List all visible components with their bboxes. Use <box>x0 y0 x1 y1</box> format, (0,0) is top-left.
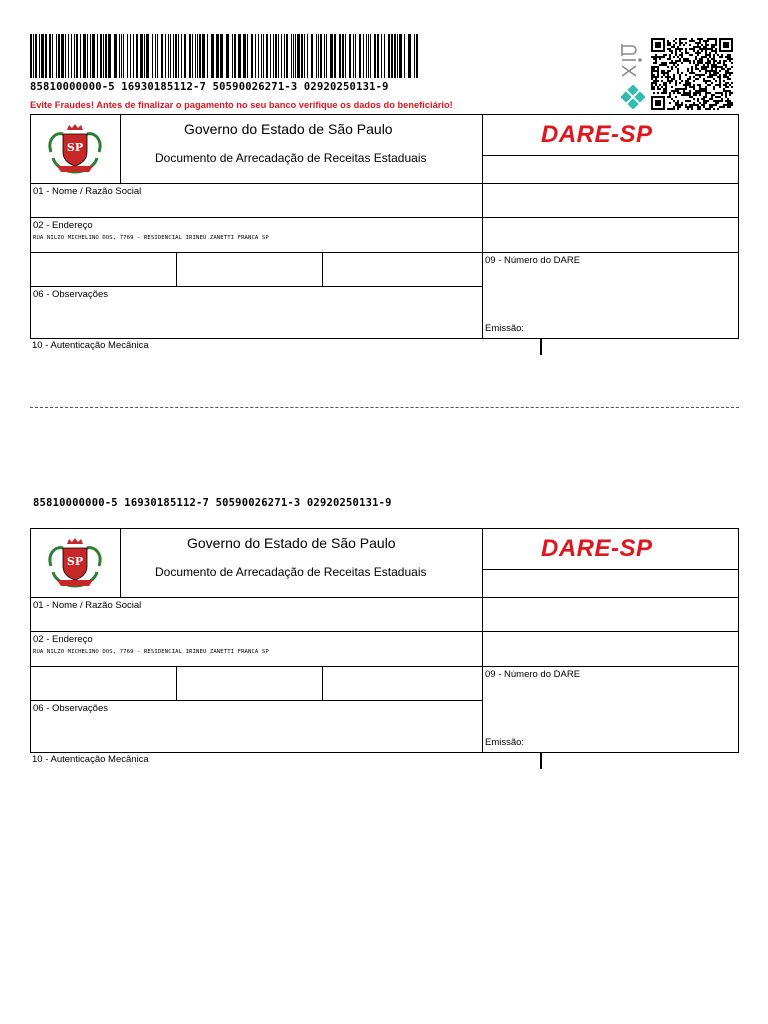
dare-number-label: 09 - Número do DARE <box>485 669 581 680</box>
dare-sp-title: DARE-SP <box>541 535 653 562</box>
government-title: Governo do Estado de São Paulo <box>184 121 393 137</box>
emblem-cell <box>30 528 121 598</box>
address-field-cell <box>30 217 483 253</box>
sp-coat-of-arms-icon <box>45 122 105 178</box>
svg-text:SP: SP <box>66 141 84 154</box>
pix-diamond-icon <box>621 85 645 109</box>
field-c-cell <box>322 252 483 287</box>
barcode <box>30 34 422 78</box>
field-03-cell <box>482 569 739 598</box>
sp-coat-of-arms-icon <box>45 536 105 592</box>
pix-qr-code <box>651 38 733 110</box>
field-c-cell <box>322 666 483 701</box>
observations-label: 06 - Observações <box>33 703 108 714</box>
address-label: 02 - Endereço <box>33 634 93 645</box>
dare-number-label: 09 - Número do DARE <box>485 255 581 266</box>
dare-title-cell <box>482 114 739 156</box>
document-title: Documento de Arrecadação de Receitas Estaduais <box>155 151 427 165</box>
field-03-cell <box>482 155 739 184</box>
field-05-cell <box>482 631 739 667</box>
emissao-label: Emissão: <box>485 323 525 334</box>
field-05-cell <box>482 217 739 253</box>
dare-form-copy-2 <box>30 528 739 765</box>
address-value: RUA NILZO MICHELINO DOS, 7769 - RESIDENCIAL IRINEU ZANETTI FRANCA SP <box>33 235 269 241</box>
government-title: Governo do Estado de São Paulo <box>187 535 396 551</box>
dare-form-copy-1 <box>30 114 739 351</box>
barcode-bar <box>418 34 420 78</box>
name-label: 01 - Nome / Razão Social <box>33 186 142 197</box>
auth-divider <box>540 752 542 769</box>
dare-sp-title: DARE-SP <box>541 121 653 148</box>
svg-text:SP: SP <box>66 555 84 568</box>
name-field-cell <box>30 183 483 218</box>
observations-field-cell <box>30 700 483 753</box>
name-label: 01 - Nome / Razão Social <box>33 600 142 611</box>
field-04-cell <box>482 597 739 632</box>
auth-divider <box>540 338 542 355</box>
dare-title-cell <box>482 528 739 570</box>
name-field-cell <box>30 597 483 632</box>
document-title: Documento de Arrecadação de Receitas Estaduais <box>155 565 427 579</box>
government-header-cell <box>120 528 483 598</box>
field-04-cell <box>482 183 739 218</box>
dare-number-cell <box>482 252 739 339</box>
address-value: RUA NILZO MICHELINO DOS, 7769 - RESIDENCIAL IRINEU ZANETTI FRANCA SP <box>33 649 269 655</box>
emblem-cell <box>30 114 121 184</box>
dare-number-cell <box>482 666 739 753</box>
barcode-digitable-line: 85810000000-5 16930185112-7 50590026271-3 02920250131-9 <box>30 81 389 93</box>
mechanical-auth-label: 10 - Autenticação Mecânica <box>32 754 149 765</box>
field-a-cell <box>30 666 177 701</box>
field-a-cell <box>30 252 177 287</box>
emissao-label: Emissão: <box>485 737 525 748</box>
pix-logo-icon <box>618 40 644 84</box>
address-field-cell <box>30 631 483 667</box>
field-b-cell <box>176 666 323 701</box>
field-b-cell <box>176 252 323 287</box>
fraud-warning: Evite Fraudes! Antes de finalizar o pagamento no seu banco verifique os dados do beneficiário! <box>30 100 453 110</box>
observations-field-cell <box>30 286 483 339</box>
mechanical-auth-label: 10 - Autenticação Mecânica <box>32 340 149 351</box>
barcode-digitable-line-copy: 85810000000-5 16930185112-7 50590026271-3 02920250131-9 <box>33 497 392 509</box>
address-label: 02 - Endereço <box>33 220 93 231</box>
cut-line <box>30 407 739 408</box>
observations-label: 06 - Observações <box>33 289 108 300</box>
government-header-cell <box>120 114 483 184</box>
